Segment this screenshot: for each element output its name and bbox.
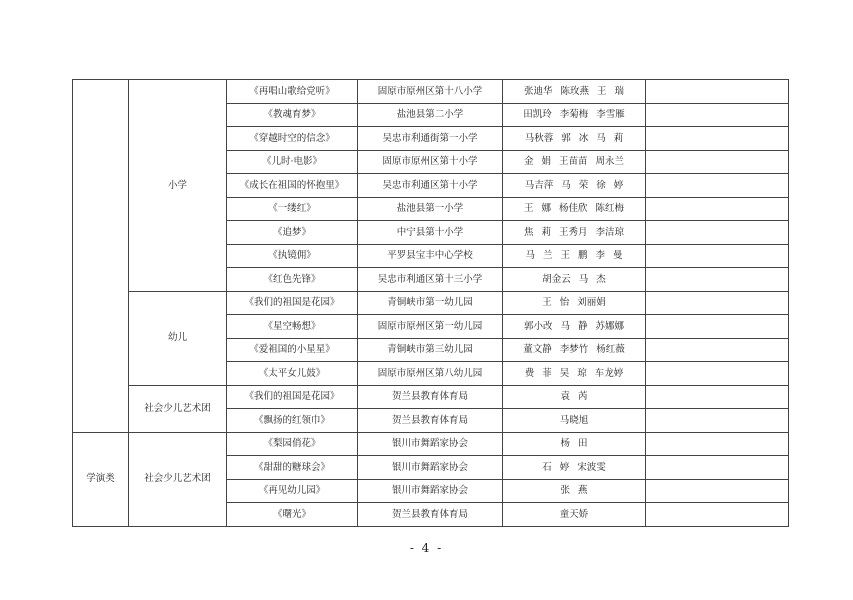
work-title-cell: 《红色先锋》: [227, 268, 358, 292]
instructor-names-cell: 田凯玲 李菊梅 李雪雁: [503, 103, 646, 127]
instructor-names-cell: 马 兰 王 鹏 李 曼: [503, 244, 646, 268]
work-title-cell: 《执镜佣》: [227, 244, 358, 268]
school-cell: 贺兰县教育体育局: [358, 503, 503, 527]
empty-cell: [646, 80, 789, 104]
work-title-cell: 《再唱山歌给党听》: [227, 80, 358, 104]
work-title-cell: 《爱祖国的小星星》: [227, 338, 358, 362]
empty-cell: [646, 456, 789, 480]
table-row: [73, 385, 789, 409]
instructor-names-cell: 石 婷 宋波雯: [503, 456, 646, 480]
group-cell: 幼儿: [129, 291, 227, 385]
school-cell: 贺兰县教育体育局: [358, 385, 503, 409]
school-cell: 吴忠市利通区第十三小学: [358, 268, 503, 292]
school-cell: 银川市舞蹈家协会: [358, 456, 503, 480]
instructor-names-cell: 杨 田: [503, 432, 646, 456]
instructor-names-cell: 金 娟 王苗苗 周永兰: [503, 150, 646, 174]
instructor-names-cell: 袁 芮: [503, 385, 646, 409]
work-title-cell: 《甜甜的糖球会》: [227, 456, 358, 480]
empty-cell: [646, 385, 789, 409]
empty-cell: [646, 409, 789, 433]
work-title-cell: 《穿越时空的信念》: [227, 127, 358, 151]
empty-cell: [646, 362, 789, 386]
school-cell: 青铜峡市第三幼儿园: [358, 338, 503, 362]
instructor-names-cell: 马晓旭: [503, 409, 646, 433]
page-number: - 4 -: [409, 541, 444, 555]
work-title-cell: 《儿时·电影》: [227, 150, 358, 174]
empty-cell: [646, 315, 789, 339]
category-cell: [73, 80, 129, 433]
instructor-names-cell: 王 娜 杨佳欣 陈红梅: [503, 197, 646, 221]
group-cell: 社会少儿艺术团: [129, 385, 227, 432]
school-cell: 银川市舞蹈家协会: [358, 432, 503, 456]
instructor-names-cell: 胡金云 马 杰: [503, 268, 646, 292]
instructor-names-cell: 费 菲 吴 琼 车龙婷: [503, 362, 646, 386]
instructor-names-cell: 童天娇: [503, 503, 646, 527]
table-row: [73, 80, 789, 104]
instructor-names-cell: 郭小改 马 静 苏娜娜: [503, 315, 646, 339]
empty-cell: [646, 479, 789, 503]
school-cell: 青铜峡市第一幼儿园: [358, 291, 503, 315]
work-title-cell: 《我们的祖国是花园》: [227, 291, 358, 315]
school-cell: 平罗县宝丰中心学校: [358, 244, 503, 268]
instructor-names-cell: 焦 莉 王秀月 李洁琼: [503, 221, 646, 245]
work-title-cell: 《再见幼儿园》: [227, 479, 358, 503]
empty-cell: [646, 432, 789, 456]
work-title-cell: 《一缕红》: [227, 197, 358, 221]
award-table-body: [73, 80, 789, 527]
school-cell: 银川市舞蹈家协会: [358, 479, 503, 503]
school-cell: 盐池县第二小学: [358, 103, 503, 127]
work-title-cell: 《我们的祖国是花园》: [227, 385, 358, 409]
school-cell: 中宁县第十小学: [358, 221, 503, 245]
empty-cell: [646, 268, 789, 292]
school-cell: 固原市原州区第一幼儿园: [358, 315, 503, 339]
empty-cell: [646, 150, 789, 174]
table-row: [73, 432, 789, 456]
school-cell: 吴忠市利通街第一小学: [358, 127, 503, 151]
empty-cell: [646, 127, 789, 151]
empty-cell: [646, 244, 789, 268]
instructor-names-cell: 马秋蓉 郭 冰 马 莉: [503, 127, 646, 151]
empty-cell: [646, 503, 789, 527]
school-cell: 固原市原州区第十小学: [358, 150, 503, 174]
school-cell: 吴忠市利通区第十小学: [358, 174, 503, 198]
table-row: [73, 291, 789, 315]
instructor-names-cell: 张迪华 陈玫燕 王 瑞: [503, 80, 646, 104]
instructor-names-cell: 马吉萍 马 荣 徐 婷: [503, 174, 646, 198]
instructor-names-cell: 董文静 李梦竹 杨红薇: [503, 338, 646, 362]
group-cell: 社会少儿艺术团: [129, 432, 227, 526]
empty-cell: [646, 221, 789, 245]
category-cell: 学演类: [73, 432, 129, 526]
work-title-cell: 《教魂育梦》: [227, 103, 358, 127]
award-table: [72, 79, 789, 527]
instructor-names-cell: 王 怡 刘丽娟: [503, 291, 646, 315]
empty-cell: [646, 197, 789, 221]
work-title-cell: 《太平女儿鼓》: [227, 362, 358, 386]
instructor-names-cell: 张 燕: [503, 479, 646, 503]
work-title-cell: 《追梦》: [227, 221, 358, 245]
work-title-cell: 《飘扬的红领巾》: [227, 409, 358, 433]
empty-cell: [646, 338, 789, 362]
work-title-cell: 《曙光》: [227, 503, 358, 527]
school-cell: 固原市原州区第十八小学: [358, 80, 503, 104]
empty-cell: [646, 174, 789, 198]
school-cell: 盐池县第一小学: [358, 197, 503, 221]
work-title-cell: 《星空畅想》: [227, 315, 358, 339]
work-title-cell: 《梨园俏花》: [227, 432, 358, 456]
school-cell: 贺兰县教育体育局: [358, 409, 503, 433]
work-title-cell: 《成长在祖国的怀抱里》: [227, 174, 358, 198]
school-cell: 固原市原州区第八幼儿园: [358, 362, 503, 386]
group-cell: 小学: [129, 80, 227, 292]
empty-cell: [646, 103, 789, 127]
empty-cell: [646, 291, 789, 315]
